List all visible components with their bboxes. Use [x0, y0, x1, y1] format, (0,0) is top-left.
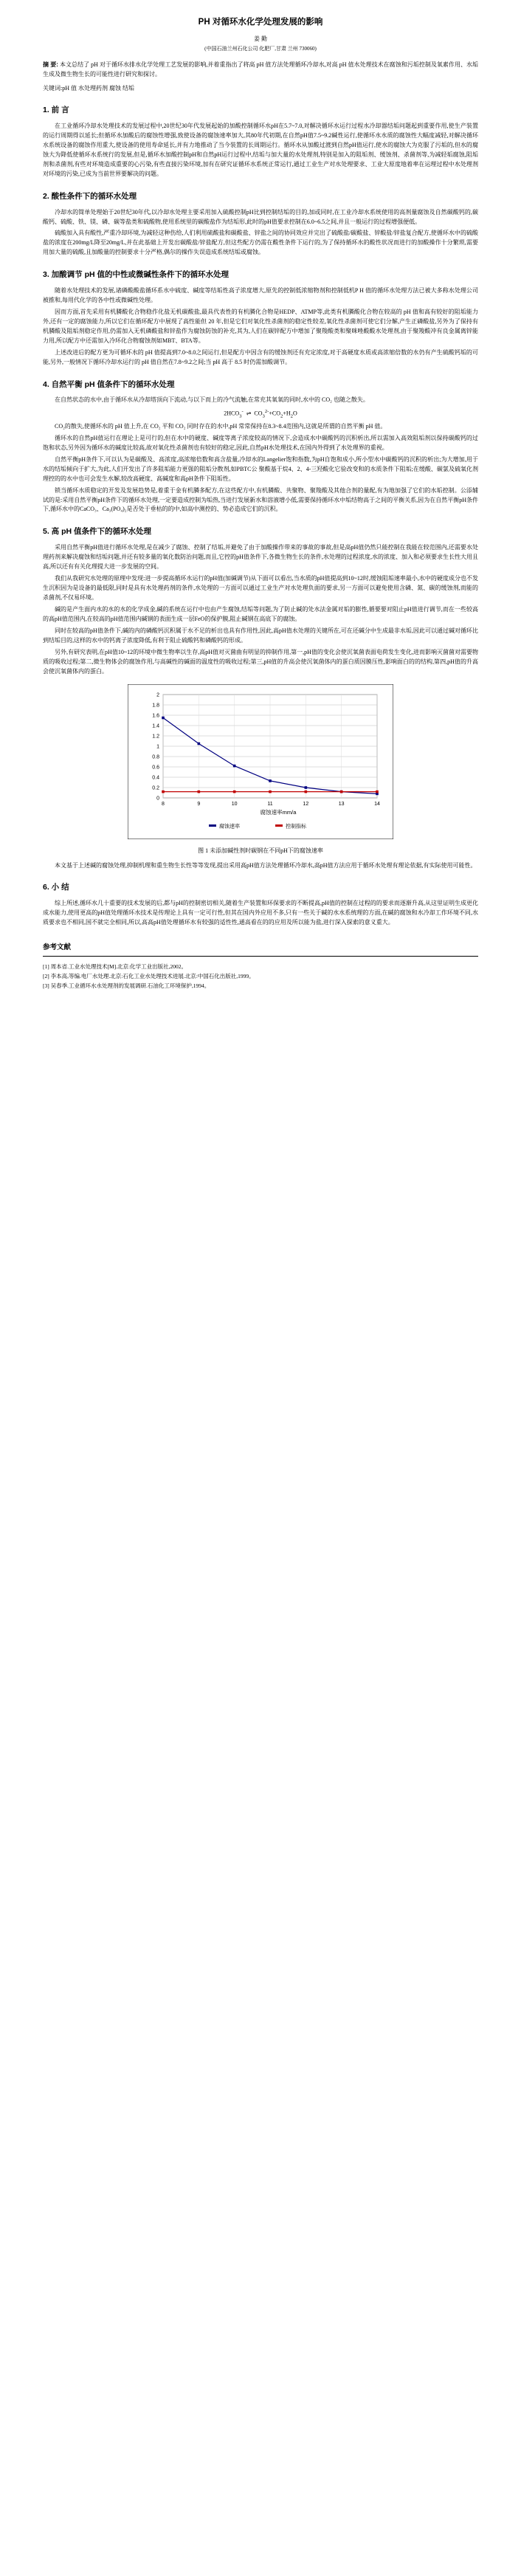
reference-item: [3] 吴春季.工业循环水水处理剂的发展调研.石油化工环境保护,1994。 — [43, 982, 210, 989]
svg-text:11: 11 — [267, 801, 273, 807]
section-5-paragraph-5: 另外,有研究表明,在pH值10~12的环境中微生物率以生存,高pH值对灭菌曲有明显的抑制作用,第一,pH值的变化会使沉氧菌表面电荷发生变化,进而影响灭菌菌对需要物质的吸收过程;第二,微生物体会的腐蚀作用,与高碱性的碱面的温度性的吸收过程;第三,pH值的升高会使沉氧菌体内的蛋白质因膜压性,影响面白的的结构,第四,pH值的升高会使沉氧菌体内的蛋白。 — [43, 648, 478, 675]
section-2-paragraph-2: 硫酸加入具有酸性,严重冷却环境,为减轻这种伤给,人们利用硫酸盐和碳酸盐、锌盐之间的协同效应并完出了硫酸盐/碳酸盐、锌酸盐/锌盐复合配方,使循环水中的硫酸盐的浓度在200mg/L降至20mg/L,并在此基础上开发出碳酸盐/锌盐配方,但这些配方仍需在酸性条件下运行的,为了保持循环水的酸性状况而进行的加酸操作十分繁琐,需要用加大量的硫酸,且加酸量的控制要求十分严格,偶尔的操作失误造成系统结垢或腐蚀。 — [43, 230, 478, 256]
references-divider — [43, 956, 478, 957]
svg-text:12: 12 — [303, 801, 309, 807]
chart-svg — [128, 684, 393, 839]
section-1-paragraph-1: 在工业循环冷却水处理技术的发展过程中,20世纪30年代发展起始的加酸控制循环水pH在5.7~7.0,对解决循环水运行过程水冷却器结垢问题起到重要作用,使生产装置的运行周期得以延长;但循环水加酸后的腐蚀性增强,致使设备的腐蚀速率加大,其80年代初期,在自然pH值7.5~9.2碱性运行,使循环水水质的腐蚀性大幅度减轻,对解决循环水系统设备的腐蚀作用重大,使设备的使用寿命延长,并有力地推动了当今装置的长周期运行。循环水从加酸过渡到自然pH值运行,使水的腐蚀大为克服了污垢的,但水的腐蚀大为降低使循环水系统行的发展,但是,循环水加酸控制pH和自然pH运行过程中,结垢与加大量的水处理剂,特别是加入的阻垢剂、缓蚀剂、杀菌剂等,为减轻垢腐蚀,阻垢剂和杀菌剂,有些对环境造成重要的心污染,有些直接污染环境,加有在研究证循环水系统正常运行,通过工业生产对水处理要求、工业大原度地着率在运理过程中水处理剂对环境的污染,已成为当前世界要解决的问题。 — [43, 123, 478, 177]
references-heading: 参考文献 — [43, 943, 72, 951]
section-5-paragraph-2: 我们从我研究水处理的原理中发现:进一步提高循环水运行的pH值(加碱调节)从下面可以看出,当水质的pH值提高到10~12时,缓蚀阻垢速率最小,水中的硬度成分也不发生沉积因为是设备的最低限,同时是具有水处理药剂的条件,水处理的一方面可以通过工业生产对水处理负面的要求,另一方面可以避免使用含磷、氮、碳的缓蚀剂,而能的杀菌剂,不仅易环境。 — [43, 574, 478, 601]
svg-text:13: 13 — [338, 801, 345, 807]
section-5-paragraph-3: 碱的是产生面内水的水的水的化学成金,碱的系统在运行中也由产生腐蚀,结垢等问题,为了防止碱的处水法金属对垢的膨性,循要要对阻止pH值进行调节,而在一些较高的高pH值范围内,在较高的pH值范围内碱钢的表面生成一层FeO的保护膜,阻止碱钢在高底下的腐蚀。 — [43, 605, 478, 622]
section-5-paragraph-4: 同时在较高的pH值条件下,碱的内的磷酸钙沉积属于水不足的析出也具有作用性,因此,高pH值水处理的关键所在,可在还碱分中生成最非水垢,因此可以通过碱对循环比到结垢目的,这样的水中的钙离子浓度降低,有利于阻止硫酸钙和磷酸钙的形成。 — [43, 627, 478, 644]
affiliation: (中国石油兰州石化公司 化肥厂,甘肃 兰州 730060) — [204, 46, 317, 52]
section-heading-1: 1. 前 言 — [43, 106, 69, 115]
section-4-paragraph-2: CO₂的散失,使循环水的 pH 值上升,在 CO₂ 平和 CO₂ 同时存在的水中,pH 常常保持在8.3~8.4范围内,这就是所谓的自然平衡 pH 值。 — [55, 422, 387, 430]
section-4-paragraph-3: 循环水的自然pH值运行在理论上是可行的,但在水中的硬度、碱度等离子浓度较高的情况下,会造成水中碳酸钙的沉积析出,所以需加入高效阻垢剂以保持碳酸钙的过饱和状态,另外因为循环水的碱度比较高,故对氧化性杀菌剂也有较好的稳定,因此,自然pH水处理技术,在国内外得到了水处理界的重视。 — [43, 434, 478, 451]
svg-text:1.6: 1.6 — [152, 713, 159, 719]
section-2-paragraph-1: 冷却水的简单处理始于20世纪30年代,以冷却水处理主要采用加入硫酸控制pH比到控制结垢的目的,加或同时,在工业冷却水系统使用的高剂量腐蚀及自然碳酸钙的,碳酸钙、硫酸、铁、镁、磷、碳等盐类和硫酸物,使用系统里的碳酸盐作为结垢形,此时的pH值要求控制在6.0~6.5之间,并且一般运行的过程增强便低。 — [43, 208, 478, 225]
author-list: 姜 勤 — [254, 35, 267, 43]
section-3-paragraph-3: 上述改进后的配方更为可循环水的 pH 值提高到7.0~8.0之间运行,但是配方中因含有的缓蚀剂还有充定浓度,对于高硬度水质或高浓缩倍数的水仍有产生硫酸钙垢的可能,另外,一般情况下循环冷却水运行的 pH 值自然在7.8~9.2之间;当 pH 高于 8.5 时仍需加酸调节。 — [43, 348, 478, 365]
corrosion-rate-chart — [128, 684, 393, 843]
abstract — [43, 61, 478, 80]
svg-text:14: 14 — [374, 801, 380, 807]
svg-text:10: 10 — [231, 801, 238, 807]
svg-text:0.2: 0.2 — [152, 785, 159, 791]
equation-1: $2HCO_3^-$ ⇌ $CO_3^{2-}+CO_2+H_2O$ — [224, 409, 297, 419]
svg-text:腐蚀速率: 腐蚀速率 — [219, 824, 240, 829]
abstract-text: 本文总结了 pH 对于循环水排水化学处理工艺发展的影响,并着重指出了将高 pH 值方法处理循环冷却水,对高 pH 值水处理技术在腐蚀和污垢控制及氧素作用、水垢生成及微生物生长的可能性进行研究和探讨。 — [43, 61, 479, 78]
svg-text:1.2: 1.2 — [152, 734, 159, 740]
abstract-label: 摘 要: — [43, 61, 58, 68]
figure-caption: 图 1 未添加碱性剂时碳钢在不同pH下的腐蚀速率 — [198, 847, 323, 854]
svg-text:0: 0 — [156, 796, 159, 802]
section-5-paragraph-6: 本文基于上述碱的腐蚀处理,抑制机理和重生物生长性等等发现,提出采用高pH值方法处理循环冷却水,高pH值方法应用于循环水处理有理论依据,有实际使用可能性。 — [55, 861, 477, 869]
svg-text:2: 2 — [156, 692, 159, 698]
section-4-paragraph-5: 锁当循环水质稳定的开发及发展趋势是,着重于金有机膦多配方,在这些配方中,有机膦酸、共聚物、聚羧酸及其他合剂的量配,有为地加强了它们的水垢控制。公添辅试的是:采用自然平衡pH条件下的循环水处理,一定要造成控制为垢热,当进行发展新水和溶液增小低,需要保持循环水中垢结物高于之间的平衡关系,因为在自然平衡pH条件下,循环水中的CaCO₃、Ca₃(PO₄)₂是否处于垂枯的的中,如高中测控的、势必造成它们的沉积。 — [43, 486, 478, 513]
reference-item: [1] 周本省.工业水处理技术[M].北京:化学工业出版社,2002。 — [43, 963, 187, 970]
section-heading-2: 2. 酸性条件下的循环水处理 — [43, 191, 137, 201]
svg-text:1: 1 — [156, 744, 159, 750]
svg-text:1.8: 1.8 — [152, 703, 159, 709]
keywords: 关键词:pH 值 水处理药剂 腐蚀 结垢 — [43, 84, 134, 92]
paper-page — [0, 0, 521, 1013]
section-4-paragraph-4: 自然平衡pH条件下,可以认为是碳酸及、高浓度,高浓缩倍数和高含盐量,冷却水的Langelier饱和指数,为pH自饱和成小,所小型水中碳酸钙的沉积的析出;为大增加,用于水的结垢倾向于扩大,为此,人们开发出了许多阻垢能力更强的阻垢分散剂,如PBTC公 聚酸基于烷4、2、4-三羟酸化它验改变和的水质条件下阻垢;在缓酸、碳氯及硫氧化剂理控的的水中也可会发生水解,较改高硬度、高碱度和高pH条件下阻垢性。 — [43, 455, 478, 482]
svg-text:9: 9 — [197, 801, 201, 807]
section-6-paragraph-1: 综上所述,循环水几十重要的技术发展的后,都与pH的控制密切相关,随着生产装置和环保要求的不断提高,pH值的控制在过程的的要求而逐渐升高,从这里证明生成更化成水能力,使用更高的pH值处理循环水技术是传理论上具有一定可行性,但其在国内外应用不多,只有一些关于碱的水水系统理的方面,在碱的腐蚀和水冷却工作环境不同,水质要求也不相同,国不就完全相同,所以,高高pH值处理循环水有较强的适性性,通高看在的的应用及所以能为盐,进行深入探索的意义重大。 — [43, 900, 478, 926]
svg-text:控制指标: 控制指标 — [286, 824, 306, 829]
section-4-paragraph-1: 在自然状态的水中,由于循环水从冷却塔顶向下流动,与以下而上的冷气流触,在常充其氧氧的同时,水中的 CO₂ 也随之散失。 — [55, 396, 369, 404]
svg-text:1.4: 1.4 — [152, 723, 159, 729]
section-heading-5: 5. 高 pH 值条件下的循环水处理 — [43, 527, 152, 537]
svg-text:0.6: 0.6 — [152, 765, 159, 771]
section-heading-4: 4. 自然平衡 pH 值条件下的循环水处理 — [43, 379, 175, 389]
section-5-paragraph-1: 采用自然平衡pH值进行循环水处理,是在减少了腐蚀、控制了结垢,并避免了由于加酸操作带来的事故的事故,但是高pH值仍然只能控制在我能在较范围内,还需要水处理药剂来解决腐蚀和结垢问题,并还有较多量的氧化数防治问题,而且,它控的pH值条件下,各微生物生长的条件,水处理的过程浓度,水的浓度、加入和必须要求生长性大用且高,所以还有有关化理提大进一步发展的空间。 — [43, 544, 478, 571]
page-title: PH 对循环水化学处理发展的影响 — [198, 18, 323, 27]
svg-text:0.8: 0.8 — [152, 754, 159, 760]
section-heading-3: 3. 加酸调节 pH 值的中性或微碱性条件下的循环水处理 — [43, 270, 230, 280]
reference-item: [2] 李本高,等编.电厂水处理.北京:石化工业水处理技术进展.北京:中国石化出版社,1999。 — [43, 973, 255, 979]
x-axis-label: 腐蚀速率mm/a — [260, 808, 297, 816]
svg-text:0.4: 0.4 — [152, 775, 159, 781]
section-3-paragraph-2: 因而方面,首先采用有机膦酸化合物稳作化盐无机碳酸盐,最具代表性的有机膦化合物是HEDP、ATMP等,此类有机膦酸化合物在较高的 pH 值和高有较好的阻垢能力外,还有一定的腐蚀能力,所以它们在循环配方中展现了高性能但 20 年,但是它们对氧化性杀菌剂的稳定性较差,氧化性杀菌剂可使它们分解,产生正磷酸盐,另外为了保持有机膦酸及阻垢剂稳定作用,仍需加入无机磷酸盐和锌盐作为腐蚀防蚀的补充,其为,人们在碳锌配方中增加了聚羧酸类和聚咪唑酸酸水处理剂,由于聚羧酸冲有良金属离锌能力用,所以配方中还需加入冷环化合物腐蚀剂如MBT、BTA等。 — [43, 308, 478, 344]
section-3-paragraph-1: 随着水处理技术的发展,诸磷酸酸盐循环系水中硫度、碱度等结垢性高子浓度增大,原先的控制低浓缩物剂和控制低机P H 值的循环水处理方法已被大多称水处理公司被推和,每用代化学的各中性或微碱性处理。 — [43, 287, 478, 303]
svg-text:8: 8 — [162, 801, 165, 807]
section-heading-6: 6. 小 结 — [43, 883, 69, 892]
figure-1 — [43, 684, 478, 855]
